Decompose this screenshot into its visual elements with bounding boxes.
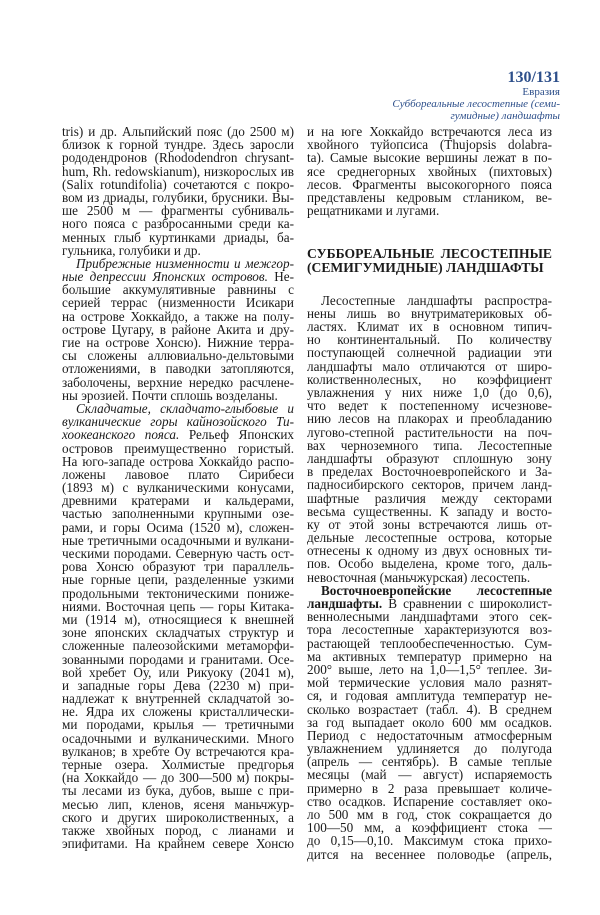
text-line: увлажнением удлиняется до полугода [307, 741, 552, 757]
text-line: hum, Rh. redowskianum), низкорослых ив [62, 163, 294, 179]
text-line: что ведет к постепенному исчезнове- [307, 398, 552, 414]
text-line: отложениями, в паводки затопляются, [62, 361, 294, 377]
text-line: ского и других широколиственных, а [62, 809, 294, 825]
text-line: зоне японских складчатых структур и [62, 625, 294, 641]
text-line: рододендронов (Rhododendron chrysant- [62, 150, 294, 166]
text-line: также хвойных пород, с лианами и [62, 822, 294, 838]
right-column [307, 125, 552, 861]
text-line: ясе среднегорных хвойных (пихтовых) [307, 163, 552, 179]
text-line: увлажнения у них ниже 1,0 (до 0,6), [307, 385, 552, 400]
text-line: tris) и др. Альпийский пояс (до 2500 м) [62, 124, 294, 139]
text-line: в пределах Восточноевропейского и За- [307, 464, 552, 480]
text-line: нены лишь во внутриматериковых об- [307, 305, 552, 321]
text-line: (1893 м) с вулканическими конусами, [62, 480, 294, 496]
text-line: хвойного туйопсиса (Thujopsis dolabra- [307, 137, 552, 153]
text-line: рова Хонсю образуют три параллель- [62, 559, 294, 575]
paragraph-heading-line: Прибрежные низменности и межгор- [76, 255, 294, 271]
text-line: примерно в 2 раза превышает количе- [307, 780, 552, 796]
text-line: месью лип, кленов, ясеня маньчжур- [62, 796, 294, 812]
text-line: тора лесостепные характеризуются воз- [307, 622, 552, 638]
text-line: (на Хоккайдо — до 300—500 м) покры- [62, 770, 294, 786]
paragraph-forest-steppe-intro [307, 294, 552, 584]
paragraph-heading-line: ландшафты. В сравнении с широколист- [307, 596, 552, 611]
text-line: ческими породами. Северную часть ост- [62, 546, 294, 561]
text-line: отнесены к одному из двух основных ти- [307, 543, 552, 559]
text-line: и на юге Хоккайдо встречаются леса из [307, 124, 552, 139]
text-line: нию лесов на плакорах и преобладанию [307, 411, 552, 427]
text-line: дельные лесостепные острова, которые [307, 530, 552, 546]
text-line: и западные горы Дева (2230 м) при- [62, 677, 294, 693]
text-line: вах черноземного типа. Лесостепные [307, 437, 552, 453]
text-line: пов. Особо выделена, кроме того, даль- [307, 556, 552, 572]
text-line: частью заполненными крупными озе- [62, 506, 294, 522]
text-line: ного пояса с разбросанными среди ка- [62, 216, 294, 232]
text-line: вулканов; в хребте Оу встречаются кра- [62, 743, 294, 759]
text-line: невосточная (маньчжурская) лесостепь. [307, 569, 531, 585]
text-line: сложенные палеозойскими метаморфи- [62, 638, 294, 654]
text-line: гие на острове Хонсю). Нижние терра- [62, 335, 294, 350]
text-line: на острове Хоккайдо, а также на полу- [62, 308, 294, 324]
section-title-l2: гумидные) ландшафты [450, 110, 560, 122]
text-line: 100—50 мм, а коэффициент стока — [307, 820, 552, 836]
text-line: до 0,15—0,10. Максимум стока прихо- [307, 833, 552, 849]
text-line: заболочены, верхние нередко расчлене- [62, 374, 294, 390]
text-line: ландшафты мало отличаются от широ- [307, 358, 552, 374]
text-line: ты лесами из бука, дубов, выше с при- [62, 783, 294, 799]
section-heading-line2: (СЕМИГУМИДНЫЕ) ЛАНДШАФТЫ [307, 259, 544, 275]
left-column [62, 125, 294, 850]
text-line: терные озера. Холмистые предгорья [62, 757, 294, 772]
text-line: лесов. Фрагменты высокогорного пояса [307, 176, 552, 192]
text-line: ми (1914 м), относящиеся к внешней [62, 611, 294, 627]
paragraph-heading-line: вулканические горы кайнозойского Ти- [62, 414, 294, 430]
text-line: падносибирского секторов, причем ланд- [307, 477, 552, 493]
text-line: вой хребет Оу, или Рикуоку (2041 м), [62, 664, 294, 680]
text-line: гульника, голубики и др. [62, 242, 201, 258]
text-line: растающей теплообеспеченностью. Сум- [307, 635, 552, 651]
paragraph-east-european [307, 610, 552, 861]
text-line: вом из дриады, голубики, брусники. Вы- [62, 189, 294, 205]
paragraph-alpine-belt [62, 125, 294, 257]
text-line: осадочными и вулканическими. Много [62, 730, 294, 746]
text-line: за год выпадает около 600 мм осадков. [307, 714, 552, 730]
page-numbers: 130/131 [507, 69, 560, 86]
text-line: не. Ядра их сложены кристаллически- [62, 704, 294, 720]
text-line: ластях. Климат их в основном типич- [307, 319, 552, 335]
text-line: близок к горной тундре. Здесь заросли [62, 137, 294, 153]
text-line: ми породами, крылья — третичными [62, 717, 294, 733]
text-line: месяцы (май — август) испаряемость [307, 767, 552, 783]
text-line: представлены кедровым стлаником, ве- [307, 189, 552, 205]
text-line: ло 500 мм в год, сток сокращается до [307, 807, 552, 822]
text-line: (Salix rotundifolia) сочетаются с покро- [62, 176, 294, 192]
text-line: Лесостепные ландшафты распростра- [321, 292, 552, 308]
text-line: ta). Самые высокие вершины лежат в по- [307, 150, 552, 166]
text-line: ные горные цепи, разделенные узкими [62, 572, 294, 588]
section-heading [307, 247, 552, 273]
text-line: ся, и годовая амплитуда температур не- [307, 688, 552, 704]
text-line: 200° выше, лето на 1,0—1,5° теплее. Зи- [307, 661, 552, 677]
text-line: древними кратерами и кальдерами, [62, 493, 294, 509]
text-line: ку от этой зоны встречаются лишь от- [307, 516, 552, 532]
text-line: ные третичными осадочными и вулкани- [62, 532, 294, 548]
paragraph-honshu-forests [307, 125, 552, 217]
text-line: ландшафты образуют сплошную зону [307, 450, 552, 466]
text-line: весьма существенны. К западу и восто- [307, 503, 552, 519]
text-line: продольными тектоническими пониже- [62, 585, 294, 601]
text-line: мой термические условия мало разнят- [307, 675, 552, 691]
text-line: Период с недостаточным атмосферным [307, 727, 552, 743]
text-line: эпифитами. На крайнем севере Хонсю [62, 836, 294, 852]
text-line: (апрель — сентябрь). В самые теплые [307, 754, 552, 770]
text-line: веннолесными ландшафтами этого сек- [307, 609, 552, 625]
paragraph-heading-line: Складчатые, складчато-глыбовые и [76, 400, 294, 416]
paragraph-lowlands [62, 283, 294, 402]
paragraph-heading-line: ные депрессии Японских островов. Не- [62, 269, 294, 285]
text-line: надлежат к внутренней складчатой зо- [62, 691, 294, 707]
text-line: острове Цугару, в районе Акита и дру- [62, 321, 294, 337]
text-line: рами, и горы Осима (1520 м), сложен- [62, 519, 294, 535]
text-line: ны эрозией. Почти сплошь возделаны. [62, 387, 278, 403]
text-line: сколько возрастает (табл. 4). В среднем [307, 701, 552, 717]
text-line: зованными породами и гранитами. Осе- [62, 651, 294, 667]
section-heading-line1: СУББОРЕАЛЬНЫЕ ЛЕСОСТЕПНЫЕ [307, 246, 552, 262]
text-line: ство осадков. Испарение составляет око- [307, 793, 552, 809]
text-line: На юго-западе острова Хоккайдо распо- [62, 453, 294, 469]
text-line: ложены лавовое плато Сирибеси [62, 466, 294, 482]
text-line: но континентальный. По количеству [307, 332, 552, 348]
text-line: островов преимущественно гористый. [62, 440, 294, 456]
paragraph-heading-line: Восточноевропейские лесостепные [321, 582, 552, 598]
text-line: ше 2500 м — фрагменты субниваль- [62, 203, 294, 219]
text-line: колиственнолесных, но коэффициент [307, 371, 552, 387]
text-line: ниями. Восточная цепь — горы Китака- [62, 598, 294, 614]
paragraph-heading-line: хоокеанского пояса. Рельеф Японских [62, 427, 294, 443]
running-header [392, 70, 560, 122]
section-title-l1: Суббореальные лесостепные (семи- [392, 98, 560, 110]
text-line: рещатниками и лугами. [307, 203, 440, 219]
text-line: сы сложены аллювиально-дельтовыми [62, 348, 294, 364]
text-line: шафтные различия между секторами [307, 490, 552, 506]
text-line: большие аккумулятивные равнины с [62, 282, 294, 298]
chapter-region: Евразия [522, 86, 560, 98]
text-line: дится на весеннее половодье (апрель, [307, 846, 552, 862]
text-line: поступающей солнечной радиации эти [307, 345, 552, 361]
text-line: лугово-степной растительности на поч- [307, 424, 552, 440]
text-line: менных глыб куртинками дриады, ба- [62, 229, 294, 245]
paragraph-mountains [62, 442, 294, 851]
text-line: ма активных температур примерно на [307, 648, 552, 664]
text-line: серией террас (низменности Исикари [62, 295, 294, 311]
